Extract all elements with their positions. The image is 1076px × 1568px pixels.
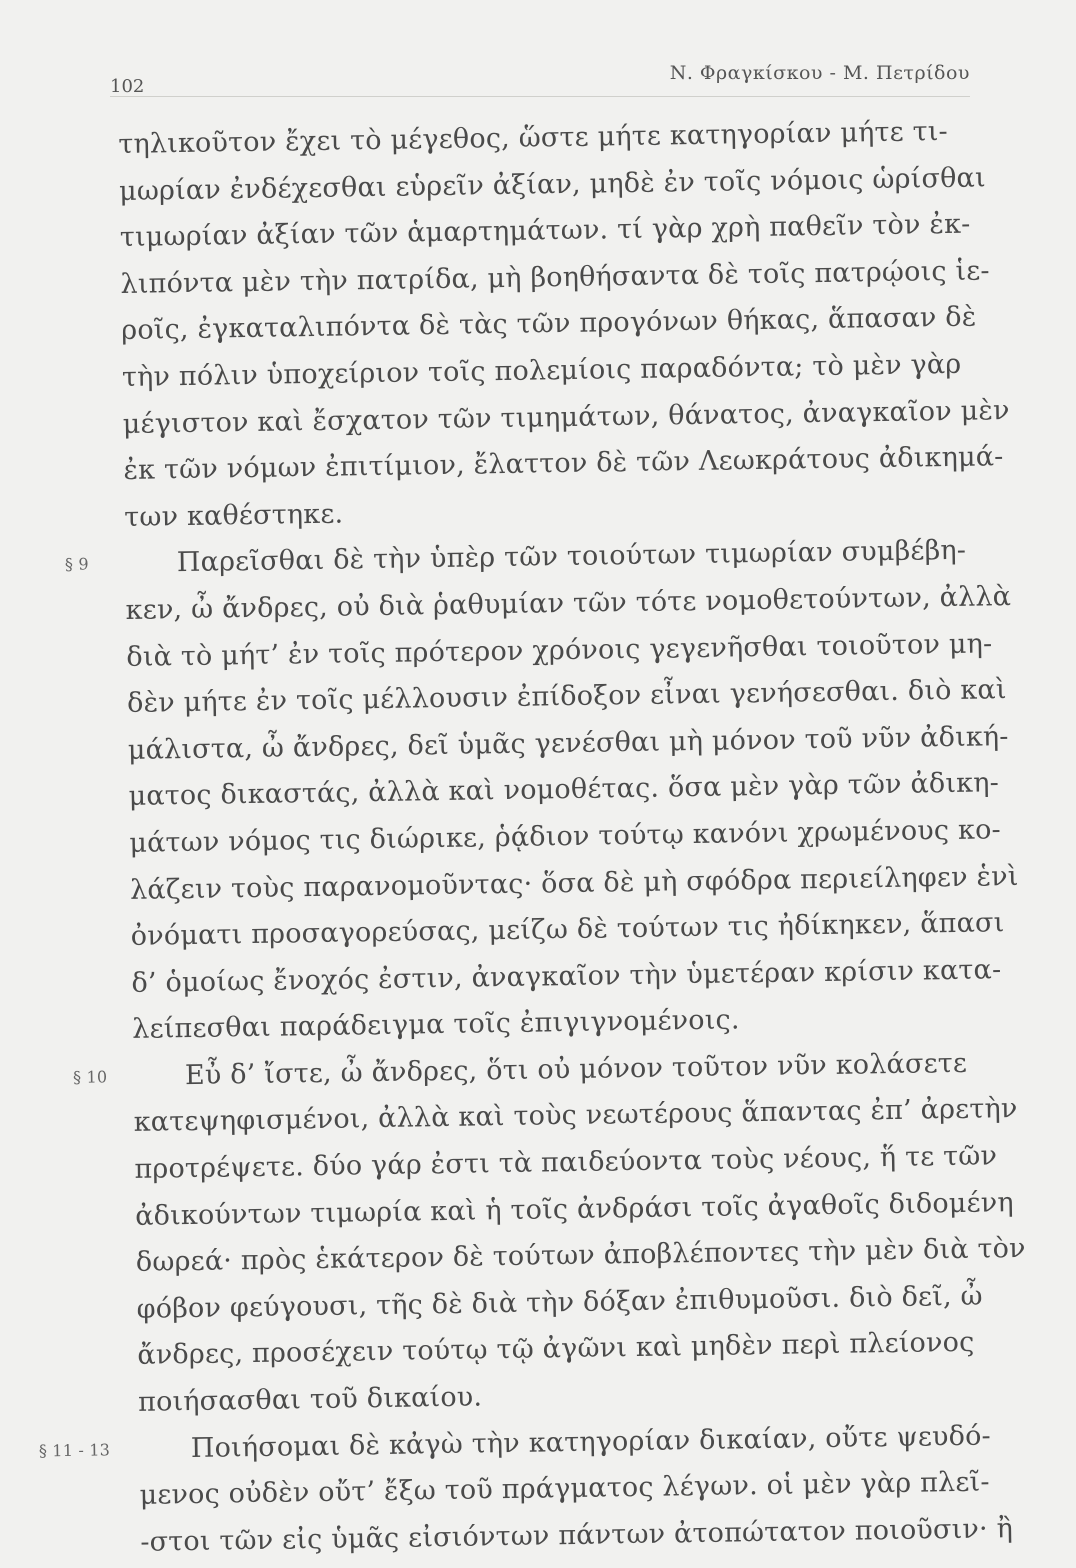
section-marker: § 9 [64, 554, 89, 575]
section-marker: § 11 - 13 [38, 1439, 111, 1461]
line-text: μέγιστον καὶ ἔσχατον τῶν τιμημάτων, θάνατος, ἀναγκαῖον μὲν [122, 394, 1010, 440]
line-text: ἀδικούντων τιμωρία καὶ ἡ τοῖς ἀνδράσι τοῖς ἀγαθοῖς διδομένη [134, 1186, 1014, 1232]
line-text: μάλιστα, ὦ ἄνδρες, δεῖ ὑμᾶς γενέσθαι μὴ μόνον τοῦ νῦν ἀδική- [127, 720, 1009, 766]
line-text: Ποιήσομαι δὲ κἀγὼ τὴν κατηγορίαν δικαίαν, οὔτε ψευδό- [190, 1420, 992, 1464]
running-head: Ν. Φραγκίσκου - Μ. Πετρίδου [669, 62, 970, 84]
header-rule [110, 96, 970, 97]
section-marker: § 10 [72, 1067, 108, 1087]
line-text: διὰ τὸ μήτ’ ἐν τοῖς πρότερον χρόνοις γεγενῆσθαι τοιοῦτον μη- [126, 627, 993, 673]
line-text: ματος δικαστάς, ἀλλὰ καὶ νομοθέτας. ὅσα μὲν γὰρ τῶν ἀδικη- [128, 767, 1000, 813]
line-text: ποιήσασθαι τοῦ δικαίου. [137, 1381, 483, 1418]
line-text: -στοι τῶν εἰς ὑμᾶς εἰσιόντων πάντων ἀτοπώτατον ποιοῦσιν· ἢ [140, 1512, 1014, 1558]
line-text: δ’ ὁμοίως ἔνοχός ἐστιν, ἀναγκαῖον τὴν ὑμετέραν κρίσιν κατα- [131, 953, 1002, 999]
line-text: λάζειν τοὺς παρανομοῦντας· ὅσα δὲ μὴ σφόδρα περιείληφεν ἑνὶ [129, 860, 1019, 906]
line-text: Εὖ δ’ ἴστε, ὦ ἄνδρες, ὅτι οὐ μόνον τοῦτον νῦν κολάσετε [184, 1047, 968, 1091]
line-text: τηλικοῦτον ἔχει τὸ μέγεθος, ὥστε μήτε κατηγορίαν μήτε τι- [118, 115, 949, 160]
page-number: 102 [110, 76, 145, 97]
line-text: κατεψηφισμένοι, ἀλλὰ καὶ τοὺς νεωτέρους ἅπαντας ἐπ’ ἀρετὴν [133, 1093, 1018, 1139]
line-text: μωρίαν ἐνδέχεσθαι εὑρεῖν ἀξίαν, μηδὲ ἐν τοῖς νόμοις ὡρίσθαι [118, 161, 986, 207]
line-text: μάτων νόμος τις διώρικε, ῥᾴδιον τούτῳ κανόνι χρωμένους κο- [129, 814, 1002, 859]
line-text: Παρεῖσθαι δὲ τὴν ὑπὲρ τῶν τοιούτων τιμωρίαν συμβέβη- [176, 535, 967, 579]
page-header [110, 62, 970, 97]
line-text: των καθέστηκε. [123, 498, 344, 533]
line-text: προτρέψετε. δύο γάρ ἐστι τὰ παιδεύοντα τοὺς νέους, ἥ τε τῶν [134, 1140, 998, 1185]
body-text [38, 108, 1026, 1566]
line-text: φόβον φεύγουσι, τῆς δὲ διὰ τὴν δόξαν ἐπιθυμοῦσι. διὸ δεῖ, ὦ [136, 1280, 984, 1325]
line-text: δωρεά· πρὸς ἑκάτερον δὲ τούτων ἀποβλέποντες τὴν μὲν διὰ τὸν [135, 1233, 1026, 1279]
line-text: δὲν μήτε ἐν τοῖς μέλλουσιν ἐπίδοξον εἶναι γενήσεσθαι. διὸ καὶ [126, 674, 1007, 720]
line-text: τιμωρίαν ἀξίαν τῶν ἁμαρτημάτων. τί γὰρ χρὴ παθεῖν τὸν ἐκ- [119, 208, 971, 254]
line-text: κεν, ὦ ἄνδρες, οὐ διὰ ῥαθυμίαν τῶν τότε νομοθετούντων, ἀλλὰ [125, 580, 1012, 626]
line-text: μενος οὐδὲν οὔτ’ ἔξω τοῦ πράγματος λέγων. οἱ μὲν γὰρ πλεῖ- [139, 1466, 990, 1512]
line-text: λιπόντα μὲν τὴν πατρίδα, μὴ βοηθήσαντα δὲ τοῖς πατρῴοις ἱε- [120, 255, 990, 300]
line-text: τὴν πόλιν ὑποχείριον τοῖς πολεμίοις παραδόντα; τὸ μὲν γὰρ [121, 348, 962, 393]
line-text: ὀνόματι προσαγορεύσας, μείζω δὲ τούτων τις ἠδίκηκεν, ἅπασι [130, 907, 1005, 952]
line-text: ἄνδρες, προσέχειν τούτῳ τῷ ἀγῶνι καὶ μηδὲν περὶ πλείονος [137, 1327, 975, 1372]
line-text: λείπεσθαι παράδειγμα τοῖς ἐπιγιγνομένοις. [132, 1004, 740, 1046]
line-text: ροῖς, ἐγκαταλιπόντα δὲ τὰς τῶν προγόνων θήκας, ἅπασαν δὲ [121, 301, 977, 347]
line-text: ἐκ τῶν νόμων ἐπιτίμιον, ἔλαττον δὲ τῶν Λεωκράτους ἀδικημά- [123, 441, 1004, 487]
